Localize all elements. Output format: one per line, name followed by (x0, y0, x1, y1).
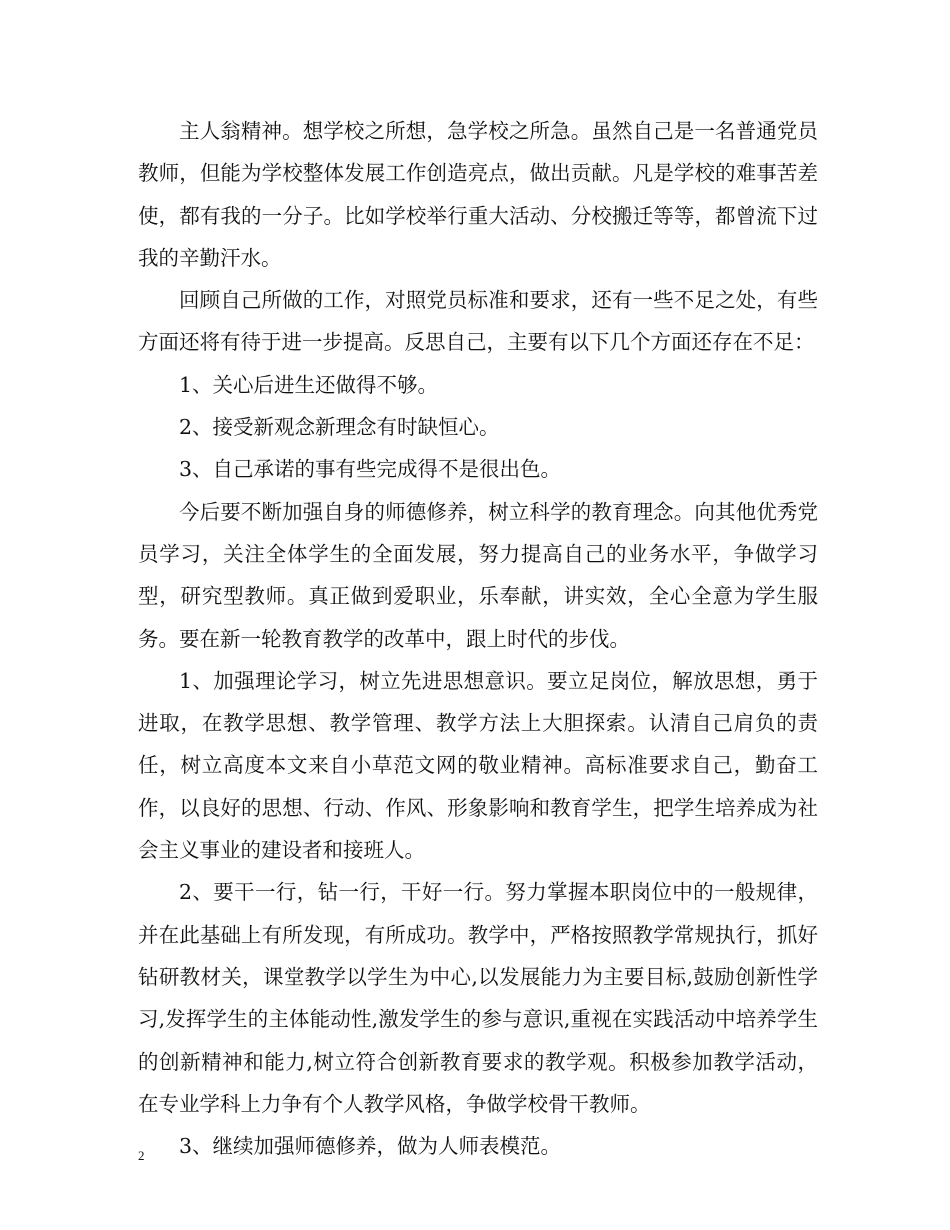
paragraph-review-shortcomings: 回顾自己所做的工作，对照党员标准和要求，还有一些不足之处，有些方面还将有待于进一步提高。反思自己，主要有以下几个方面还存在不足： (138, 288, 818, 355)
page-number: 2 (138, 1148, 145, 1163)
paragraph-master-spirit: 主人翁精神。想学校之所想，急学校之所急。虽然自己是一名普通党员教师，但能为学校整体发展工作创造亮点，做出贡献。凡是学校的难事苦差使，都有我的一分子。比如学校举行重大活动、分校搬迁等等，都曾流下过我的辛勤汗水。 (138, 119, 818, 270)
shortcoming-item-3: 3、自己承诺的事有些完成得不是很出色。 (179, 457, 562, 482)
plan-item-1: 1、加强理论学习，树立先进思想意识。要立足岗位，解放思想，勇于进取，在教学思想、教学管理、教学方法上大胆探索。认清自己肩负的责任，树立高度本文来自小草范文网的敬业精神。高标准要求自己，勤奋工作，以良好的思想、行动、作风、形象影响和教育学生，把学生培养成为社会主义事业的建设者和接班人。 (138, 668, 818, 863)
shortcoming-item-1: 1、关心后进生还做得不够。 (179, 372, 439, 397)
document-body (138, 110, 818, 1167)
plan-item-2: 2、要干一行，钻一行，干好一行。努力掌握本职岗位中的一般规律，并在此基础上有所发现，有所成功。教学中，严格按照教学常规执行，抓好钻研教材关，课堂教学以学生为中心,以发展能力为主要目标,鼓励创新性学习,发挥学生的主体能动性,激发学生的参与意识,重视在实践活动中培养学生的创新精神和能力,树立符合创新教育要求的教学观。积极参加教学活动，在专业学科上力争有个人教学风格，争做学校骨干教师。 (138, 880, 818, 1116)
shortcoming-item-2: 2、接受新观念新理念有时缺恒心。 (179, 415, 500, 440)
paragraph-future-plan: 今后要不断加强自身的师德修养，树立科学的教育理念。向其他优秀党员学习，关注全体学生的全面发展，努力提高自己的业务水平，争做学习型，研究型教师。真正做到爱职业，乐奉献，讲实效，全心全意为学生服务。要在新一轮教育教学的改革中，跟上时代的步伐。 (138, 499, 818, 651)
plan-item-3: 3、继续加强师德修养，做为人师表模范。 (179, 1134, 562, 1159)
